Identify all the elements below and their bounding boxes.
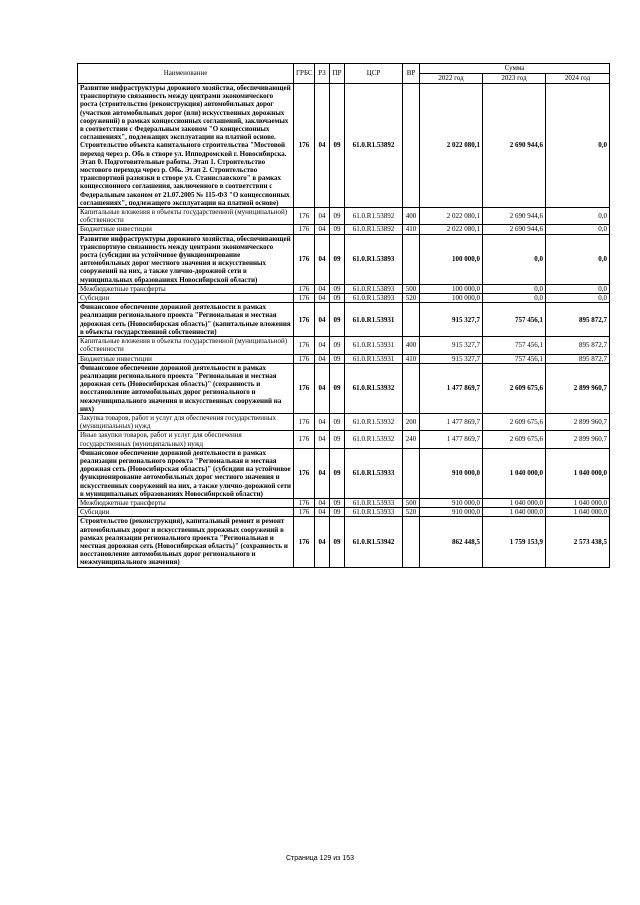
cell-name: Субсидии <box>78 294 294 303</box>
cell-csr: 61.0.R1.53931 <box>345 337 403 354</box>
cell-csr: 61.0.R1.53893 <box>345 234 403 284</box>
cell-name: Капитальные вложения в объекты государственной (муниципальной) собственности <box>78 337 294 354</box>
cell-amount-2024: 0,0 <box>546 208 610 225</box>
cell-name: Капитальные вложения в объекты государственной (муниципальной) собственности <box>78 208 294 225</box>
cell-pr: 09 <box>330 337 345 354</box>
cell-amount-2022: 910 000,0 <box>420 498 483 507</box>
cell-amount-2022: 1 477 869,7 <box>420 363 483 413</box>
header-name: Наименование <box>78 64 294 84</box>
table-row-expense <box>78 354 610 363</box>
header-year-2024: 2024 год <box>546 74 610 84</box>
cell-amount-2022: 910 000,0 <box>420 448 483 498</box>
cell-pr: 09 <box>330 498 345 507</box>
table-row-expense <box>78 225 610 234</box>
cell-amount-2022: 100 000,0 <box>420 234 483 284</box>
cell-rz: 04 <box>315 225 330 234</box>
cell-amount-2023: 0,0 <box>483 234 546 284</box>
cell-rz: 04 <box>315 294 330 303</box>
cell-amount-2022: 1 477 869,7 <box>420 431 483 448</box>
cell-name: Финансовое обеспечение дорожной деятельности в рамках реализации регионального проекта "Региональная и местная дорожная сеть (Новосибирская область)" (субсидии на устойчивое функционирование автомобильных дорог местного значения и искусственных сооружений на них, а также улично-дорожной сети в муниципальных образованиях Новосибирской области) <box>78 448 294 498</box>
cell-pr: 09 <box>330 354 345 363</box>
cell-amount-2022: 862 448,5 <box>420 517 483 567</box>
cell-vr <box>403 234 420 284</box>
table-row-program <box>78 363 610 413</box>
cell-amount-2023: 1 759 153,9 <box>483 517 546 567</box>
cell-name: Развитие инфраструктуры дорожного хозяйства, обеспечивающей транспортную связанность между центрами экономического роста (строительство (реконструкция) автомобильных дорог (участков автомобильных дорог (или) искусственных дорожных сооружений) в рамках концессионных соглашений, заключаемых в соответствии с Федеральным законом "О концессионных соглашениях", подлежащих эксплуатации на платной основе. Строительство объекта капитального строительства "Мостовой переход через р. Обь в створе ул. Ипподромской г. Новосибирска. Этап 0. Подготовительные работы. Этап 1. Строительство мостового перехода через р. Обь. Этап 2. Строительство транспортной развязки в створе ул. Станиславского" в рамках концессионного соглашения, заключенного в соответствии с Федеральным законом от 21.07.2005 № 115-ФЗ "О концессионных соглашениях", подлежащего эксплуатации на платной основе) <box>78 84 294 208</box>
cell-name: Бюджетные инвестиции <box>78 225 294 234</box>
cell-amount-2024: 2 899 960,7 <box>546 363 610 413</box>
cell-csr: 61.0.R1.53893 <box>345 284 403 293</box>
table-row-program <box>78 448 610 498</box>
cell-rz: 04 <box>315 508 330 517</box>
cell-pr: 09 <box>330 303 345 337</box>
cell-vr: 400 <box>403 337 420 354</box>
cell-amount-2023: 2 609 675,6 <box>483 363 546 413</box>
cell-amount-2024: 1 040 000,0 <box>546 448 610 498</box>
cell-vr: 240 <box>403 431 420 448</box>
cell-amount-2023: 2 609 675,6 <box>483 413 546 430</box>
table-row-expense <box>78 413 610 430</box>
table-row-expense <box>78 208 610 225</box>
table-row-expense <box>78 284 610 293</box>
cell-pr: 09 <box>330 363 345 413</box>
cell-amount-2022: 915 327,7 <box>420 354 483 363</box>
cell-amount-2023: 1 040 000,0 <box>483 508 546 517</box>
cell-vr: 400 <box>403 208 420 225</box>
cell-grbs: 176 <box>294 517 315 567</box>
table-row-expense <box>78 508 610 517</box>
table-row-program <box>78 234 610 284</box>
cell-amount-2023: 2 690 944,6 <box>483 225 546 234</box>
header-sum: Сумма <box>420 64 610 74</box>
cell-rz: 04 <box>315 363 330 413</box>
cell-name: Финансовое обеспечение дорожной деятельности в рамках реализации регионального проекта "Региональная и местная дорожная сеть (Новосибирская область)" (капитальные вложения в объекты государственной собственности) <box>78 303 294 337</box>
cell-name: Закупка товаров, работ и услуг для обеспечения государственных (муниципальных) нужд <box>78 413 294 430</box>
cell-pr: 09 <box>330 508 345 517</box>
cell-csr: 61.0.R1.53892 <box>345 225 403 234</box>
table-header <box>78 64 610 84</box>
cell-amount-2024: 2 899 960,7 <box>546 431 610 448</box>
cell-amount-2024: 895 872,7 <box>546 354 610 363</box>
cell-grbs: 176 <box>294 337 315 354</box>
cell-amount-2024: 2 573 438,5 <box>546 517 610 567</box>
cell-name: Субсидии <box>78 508 294 517</box>
cell-amount-2023: 757 456,1 <box>483 354 546 363</box>
cell-csr: 61.0.R1.53892 <box>345 208 403 225</box>
cell-amount-2023: 1 040 000,0 <box>483 448 546 498</box>
cell-name: Строительство (реконструкция), капитальный ремонт и ремонт автомобильных дорог и искусственных дорожных сооружений в рамках реализации регионального проекта "Региональная и местная дорожная сеть (Новосибирская область)" (сохранность и восстановление автомобильных дорог регионального и межмуниципального значения) <box>78 517 294 567</box>
cell-rz: 04 <box>315 354 330 363</box>
cell-pr: 09 <box>330 517 345 567</box>
cell-csr: 61.0.R1.53942 <box>345 517 403 567</box>
cell-pr: 09 <box>330 413 345 430</box>
cell-pr: 09 <box>330 84 345 208</box>
table-row-expense <box>78 431 610 448</box>
cell-amount-2024: 0,0 <box>546 294 610 303</box>
cell-vr <box>403 363 420 413</box>
cell-amount-2023: 0,0 <box>483 294 546 303</box>
cell-amount-2023: 1 040 000,0 <box>483 498 546 507</box>
cell-pr: 09 <box>330 294 345 303</box>
cell-grbs: 176 <box>294 284 315 293</box>
cell-amount-2024: 0,0 <box>546 84 610 208</box>
cell-grbs: 176 <box>294 431 315 448</box>
cell-amount-2024: 0,0 <box>546 234 610 284</box>
table-row-expense <box>78 498 610 507</box>
cell-grbs: 176 <box>294 413 315 430</box>
cell-grbs: 176 <box>294 303 315 337</box>
cell-vr: 500 <box>403 284 420 293</box>
cell-grbs: 176 <box>294 498 315 507</box>
cell-amount-2022: 915 327,7 <box>420 337 483 354</box>
cell-grbs: 176 <box>294 294 315 303</box>
header-vr: ВР <box>403 64 420 84</box>
cell-vr: 410 <box>403 354 420 363</box>
header-grbs: ГРБС <box>294 64 315 84</box>
cell-csr: 61.0.R1.53892 <box>345 84 403 208</box>
cell-grbs: 176 <box>294 363 315 413</box>
cell-csr: 61.0.R1.53933 <box>345 448 403 498</box>
cell-rz: 04 <box>315 498 330 507</box>
cell-vr <box>403 84 420 208</box>
cell-name: Иные закупки товаров, работ и услуг для обеспечения государственных (муниципальных) нужд <box>78 431 294 448</box>
table-row-program <box>78 303 610 337</box>
cell-grbs: 176 <box>294 225 315 234</box>
cell-amount-2023: 757 456,1 <box>483 303 546 337</box>
cell-csr: 61.0.R1.53932 <box>345 431 403 448</box>
cell-vr: 500 <box>403 498 420 507</box>
cell-amount-2023: 2 690 944,6 <box>483 84 546 208</box>
cell-name: Межбюджетные трансферты <box>78 284 294 293</box>
header-year-2023: 2023 год <box>483 74 546 84</box>
cell-vr: 200 <box>403 413 420 430</box>
cell-csr: 61.0.R1.53931 <box>345 303 403 337</box>
cell-csr: 61.0.R1.53933 <box>345 498 403 507</box>
table-row-expense <box>78 337 610 354</box>
cell-grbs: 176 <box>294 354 315 363</box>
cell-pr: 09 <box>330 284 345 293</box>
cell-vr: 520 <box>403 294 420 303</box>
cell-amount-2022: 100 000,0 <box>420 284 483 293</box>
cell-amount-2024: 2 899 960,7 <box>546 413 610 430</box>
cell-rz: 04 <box>315 84 330 208</box>
cell-rz: 04 <box>315 208 330 225</box>
cell-pr: 09 <box>330 448 345 498</box>
cell-pr: 09 <box>330 208 345 225</box>
cell-csr: 61.0.R1.53933 <box>345 508 403 517</box>
cell-amount-2024: 895 872,7 <box>546 337 610 354</box>
table-row-expense <box>78 294 610 303</box>
cell-vr: 520 <box>403 508 420 517</box>
cell-name: Бюджетные инвестиции <box>78 354 294 363</box>
cell-pr: 09 <box>330 234 345 284</box>
cell-grbs: 176 <box>294 508 315 517</box>
cell-csr: 61.0.R1.53932 <box>345 363 403 413</box>
cell-amount-2023: 757 456,1 <box>483 337 546 354</box>
cell-pr: 09 <box>330 431 345 448</box>
cell-grbs: 176 <box>294 84 315 208</box>
cell-grbs: 176 <box>294 208 315 225</box>
cell-grbs: 176 <box>294 448 315 498</box>
cell-amount-2024: 895 872,7 <box>546 303 610 337</box>
cell-name: Межбюджетные трансферты <box>78 498 294 507</box>
cell-grbs: 176 <box>294 234 315 284</box>
table-row-program <box>78 84 610 208</box>
cell-amount-2022: 2 022 080,1 <box>420 84 483 208</box>
cell-amount-2022: 1 477 869,7 <box>420 413 483 430</box>
cell-vr: 410 <box>403 225 420 234</box>
cell-name: Финансовое обеспечение дорожной деятельности в рамках реализации регионального проекта "Региональная и местная дорожная сеть (Новосибирская область)" (сохранность и восстановление автомобильных дорог регионального и межмуниципального значения и искусственных сооружений на них) <box>78 363 294 413</box>
cell-csr: 61.0.R1.53931 <box>345 354 403 363</box>
cell-amount-2024: 1 040 000,0 <box>546 508 610 517</box>
cell-rz: 04 <box>315 303 330 337</box>
header-rz: РЗ <box>315 64 330 84</box>
cell-name: Развитие инфраструктуры дорожного хозяйства, обеспечивающей транспортную связанность между центрами экономического роста (субсидии на устойчивое функционирование автомобильных дорог местного значения и искусственных сооружений на них, а также улично-дорожной сети в муниципальных образованиях Новосибирской области) <box>78 234 294 284</box>
cell-amount-2023: 2 690 944,6 <box>483 208 546 225</box>
cell-amount-2022: 100 000,0 <box>420 294 483 303</box>
header-pr: ПР <box>330 64 345 84</box>
cell-rz: 04 <box>315 448 330 498</box>
cell-csr: 61.0.R1.53893 <box>345 294 403 303</box>
cell-rz: 04 <box>315 413 330 430</box>
header-year-2022: 2022 год <box>420 74 483 84</box>
cell-pr: 09 <box>330 225 345 234</box>
cell-amount-2023: 0,0 <box>483 284 546 293</box>
cell-amount-2022: 2 022 080,1 <box>420 225 483 234</box>
cell-vr <box>403 517 420 567</box>
table-row-program <box>78 517 610 567</box>
header-csr: ЦСР <box>345 64 403 84</box>
budget-table <box>77 63 610 568</box>
cell-amount-2024: 0,0 <box>546 284 610 293</box>
cell-vr <box>403 448 420 498</box>
cell-rz: 04 <box>315 234 330 284</box>
cell-vr <box>403 303 420 337</box>
cell-rz: 04 <box>315 337 330 354</box>
page-number: Страница 129 из 153 <box>285 855 355 862</box>
cell-rz: 04 <box>315 431 330 448</box>
table-body <box>78 84 610 568</box>
cell-amount-2024: 1 040 000,0 <box>546 498 610 507</box>
cell-amount-2022: 2 022 080,1 <box>420 208 483 225</box>
cell-rz: 04 <box>315 517 330 567</box>
cell-amount-2024: 0,0 <box>546 225 610 234</box>
cell-amount-2022: 910 000,0 <box>420 508 483 517</box>
cell-csr: 61.0.R1.53932 <box>345 413 403 430</box>
cell-amount-2022: 915 327,7 <box>420 303 483 337</box>
cell-amount-2023: 2 609 675,6 <box>483 431 546 448</box>
cell-rz: 04 <box>315 284 330 293</box>
